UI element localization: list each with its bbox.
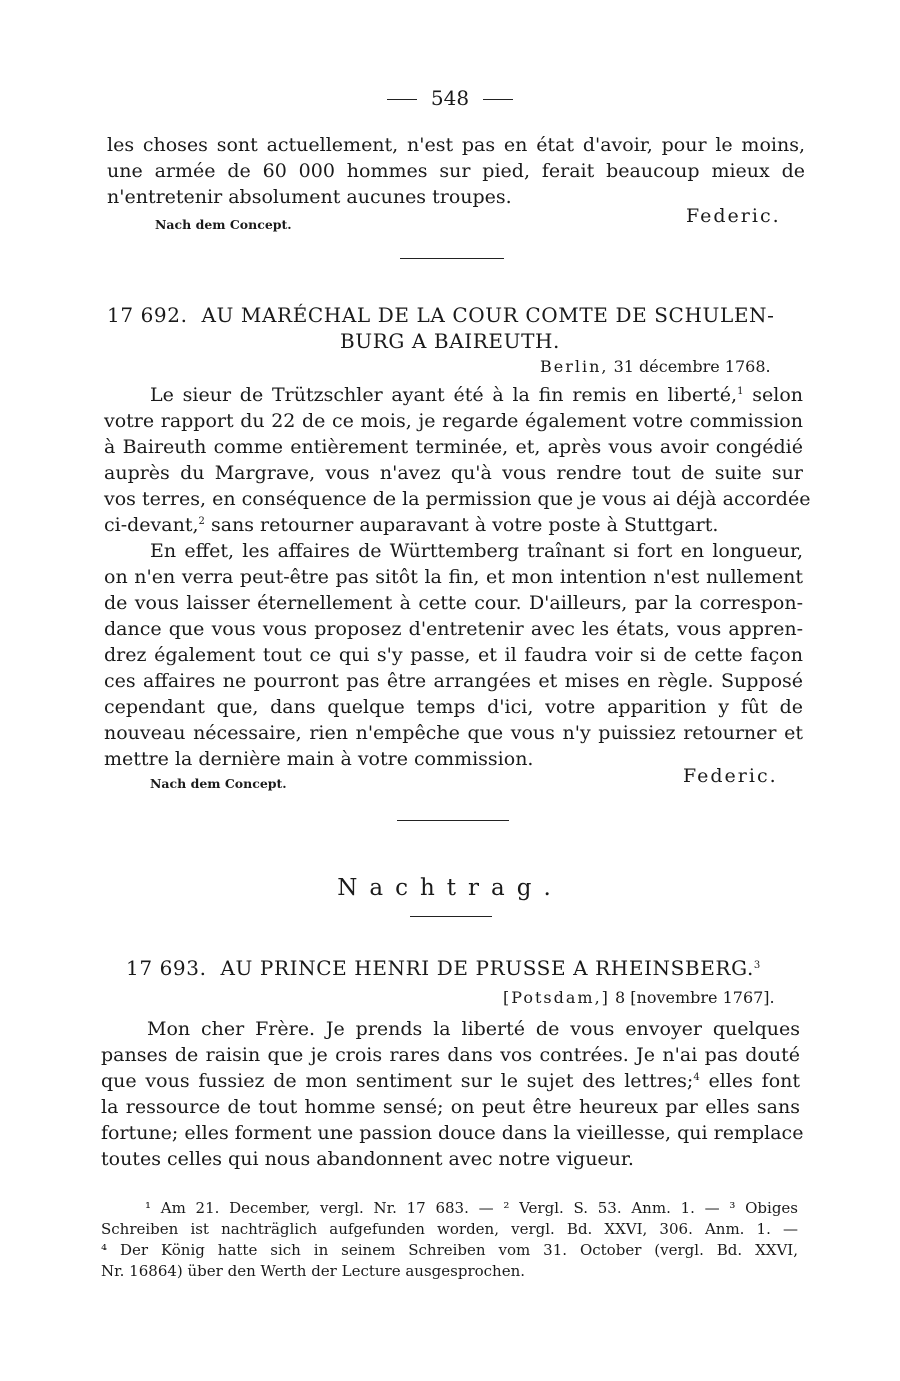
- page-number-dash-left: [387, 99, 417, 100]
- text-line: vos terres, en conséquence de la permission que je vous ai déjà accordée: [104, 488, 811, 510]
- continuation-paragraph: [107, 132, 805, 210]
- footnote-line: ¹ Am 21. December, vergl. Nr. 17 683. — ² Vergl. S. 53. Anm. 1. — ³ Obiges: [145, 1199, 798, 1217]
- text-line: votre rapport du 22 de ce mois, je regarde également votre commission: [104, 410, 803, 432]
- text-line: mettre la dernière main à votre commission.: [104, 748, 534, 770]
- text-line: à Baireuth comme entièrement terminée, et, après vous avoir congédié: [104, 436, 803, 458]
- text-line: ces affaires ne pourront pas être arrangées et mises en règle. Supposé: [104, 670, 803, 692]
- letter-number: 17 693.: [126, 956, 207, 980]
- signature: Federic.: [683, 765, 778, 787]
- text-line: Le sieur de Trützschler ayant été à la fin remis en liberté,$^1$ selon: [150, 384, 803, 406]
- text-line: cependant que, dans quelque temps d'ici, votre apparition y fût de: [104, 696, 803, 718]
- page-number-text: 548: [430, 86, 470, 110]
- text-line: fortune; elles forment une passion douce dans la vieillesse, qui remplace: [101, 1122, 804, 1144]
- page-number: [0, 86, 900, 110]
- letter-heading: [126, 956, 761, 980]
- text-line: la ressource de tout homme sensé; on peut être heureux par elles sans: [101, 1096, 800, 1118]
- footnote-marker: 4: [693, 1072, 700, 1083]
- signature: Federic.: [686, 205, 781, 227]
- footnote-marker: 2: [198, 516, 205, 527]
- text-line: toutes celles qui nous abandonnent avec notre vigueur.: [101, 1148, 634, 1170]
- text-line: ci-devant,$^2$ sans retourner auparavant à votre poste à Stuttgart.: [104, 514, 719, 536]
- letter-heading-line: AU MARÉCHAL DE LA COUR COMTE DE SCHULEN-: [201, 303, 775, 327]
- date-place: Berlin,: [540, 357, 609, 376]
- text-line: on n'en verra peut-être pas sitôt la fin, et mon intention n'est nullement: [104, 566, 803, 588]
- text-line: n'entretenir absolument aucunes troupes.: [107, 186, 512, 208]
- date-place: [Potsdam,]: [503, 988, 610, 1007]
- source-note: Nach dem Concept.: [155, 217, 292, 232]
- text-line: auprès du Margrave, vous n'avez qu'à vous rendre tout de suite sur: [104, 462, 803, 484]
- letter-heading-continuation: BURG A BAIREUTH.: [339, 329, 561, 353]
- source-note: Nach dem Concept.: [150, 776, 287, 791]
- page-number-dash-right: [483, 99, 513, 100]
- date: 8 [novembre 1767].: [615, 988, 775, 1007]
- letter-number: 17 692.: [107, 303, 188, 327]
- text-line: une armée de 60 000 hommes sur pied, ferait beaucoup mieux de: [107, 160, 805, 182]
- footnote-line: ⁴ Der König hatte sich in seinem Schreiben vom 31. October (vergl. Bd. XXVI,: [101, 1241, 798, 1259]
- footnote-line: Schreiben ist nachträglich aufgefunden worden, vergl. Bd. XXVI, 306. Anm. 1. —: [101, 1220, 798, 1238]
- text-line: que vous fussiez de mon sentiment sur le sujet des lettres;$^4$ elles font: [101, 1070, 801, 1092]
- dateline: [503, 988, 775, 1007]
- letter-body: [101, 1016, 804, 1172]
- text-line: panses de raisin que je crois rares dans vos contrées. Je n'ai pas douté: [101, 1044, 800, 1066]
- text-line: dance que vous vous proposez d'entretenir avec les états, vous appren-: [104, 618, 803, 640]
- text-line: les choses sont actuellement, n'est pas en état d'avoir, pour le moins,: [107, 134, 805, 156]
- footnotes: [101, 1198, 798, 1282]
- text-line: nouveau nécessaire, rien n'empêche que vous n'y puissiez retourner et: [104, 722, 803, 744]
- title-underline: [410, 916, 492, 917]
- section-divider: [397, 820, 509, 821]
- text-line: drez également tout ce qui s'y passe, et il faudra voir si de cette façon: [104, 644, 803, 666]
- footnote-line: Nr. 16864) über den Werth der Lecture ausgesprochen.: [101, 1262, 526, 1280]
- text-line: En effet, les affaires de Württemberg traînant si fort en longueur,: [150, 540, 803, 562]
- text-line: Mon cher Frère. Je prends la liberté de vous envoyer quelques: [147, 1018, 800, 1040]
- letter-body: [104, 382, 811, 772]
- dateline: [540, 357, 771, 376]
- footnote-marker: 3: [753, 960, 761, 971]
- section-divider: [400, 258, 504, 259]
- text-line: de vous laisser éternellement à cette cour. D'ailleurs, par la correspon-: [104, 592, 803, 614]
- letter-heading-line: AU PRINCE HENRI DE PRUSSE A RHEINSBERG.: [220, 956, 754, 980]
- footnote-marker: 1: [737, 386, 744, 397]
- section-title-nachtrag: Nachtrag.: [337, 875, 563, 901]
- letter-heading: [107, 303, 774, 327]
- date: 31 décembre 1768.: [613, 357, 771, 376]
